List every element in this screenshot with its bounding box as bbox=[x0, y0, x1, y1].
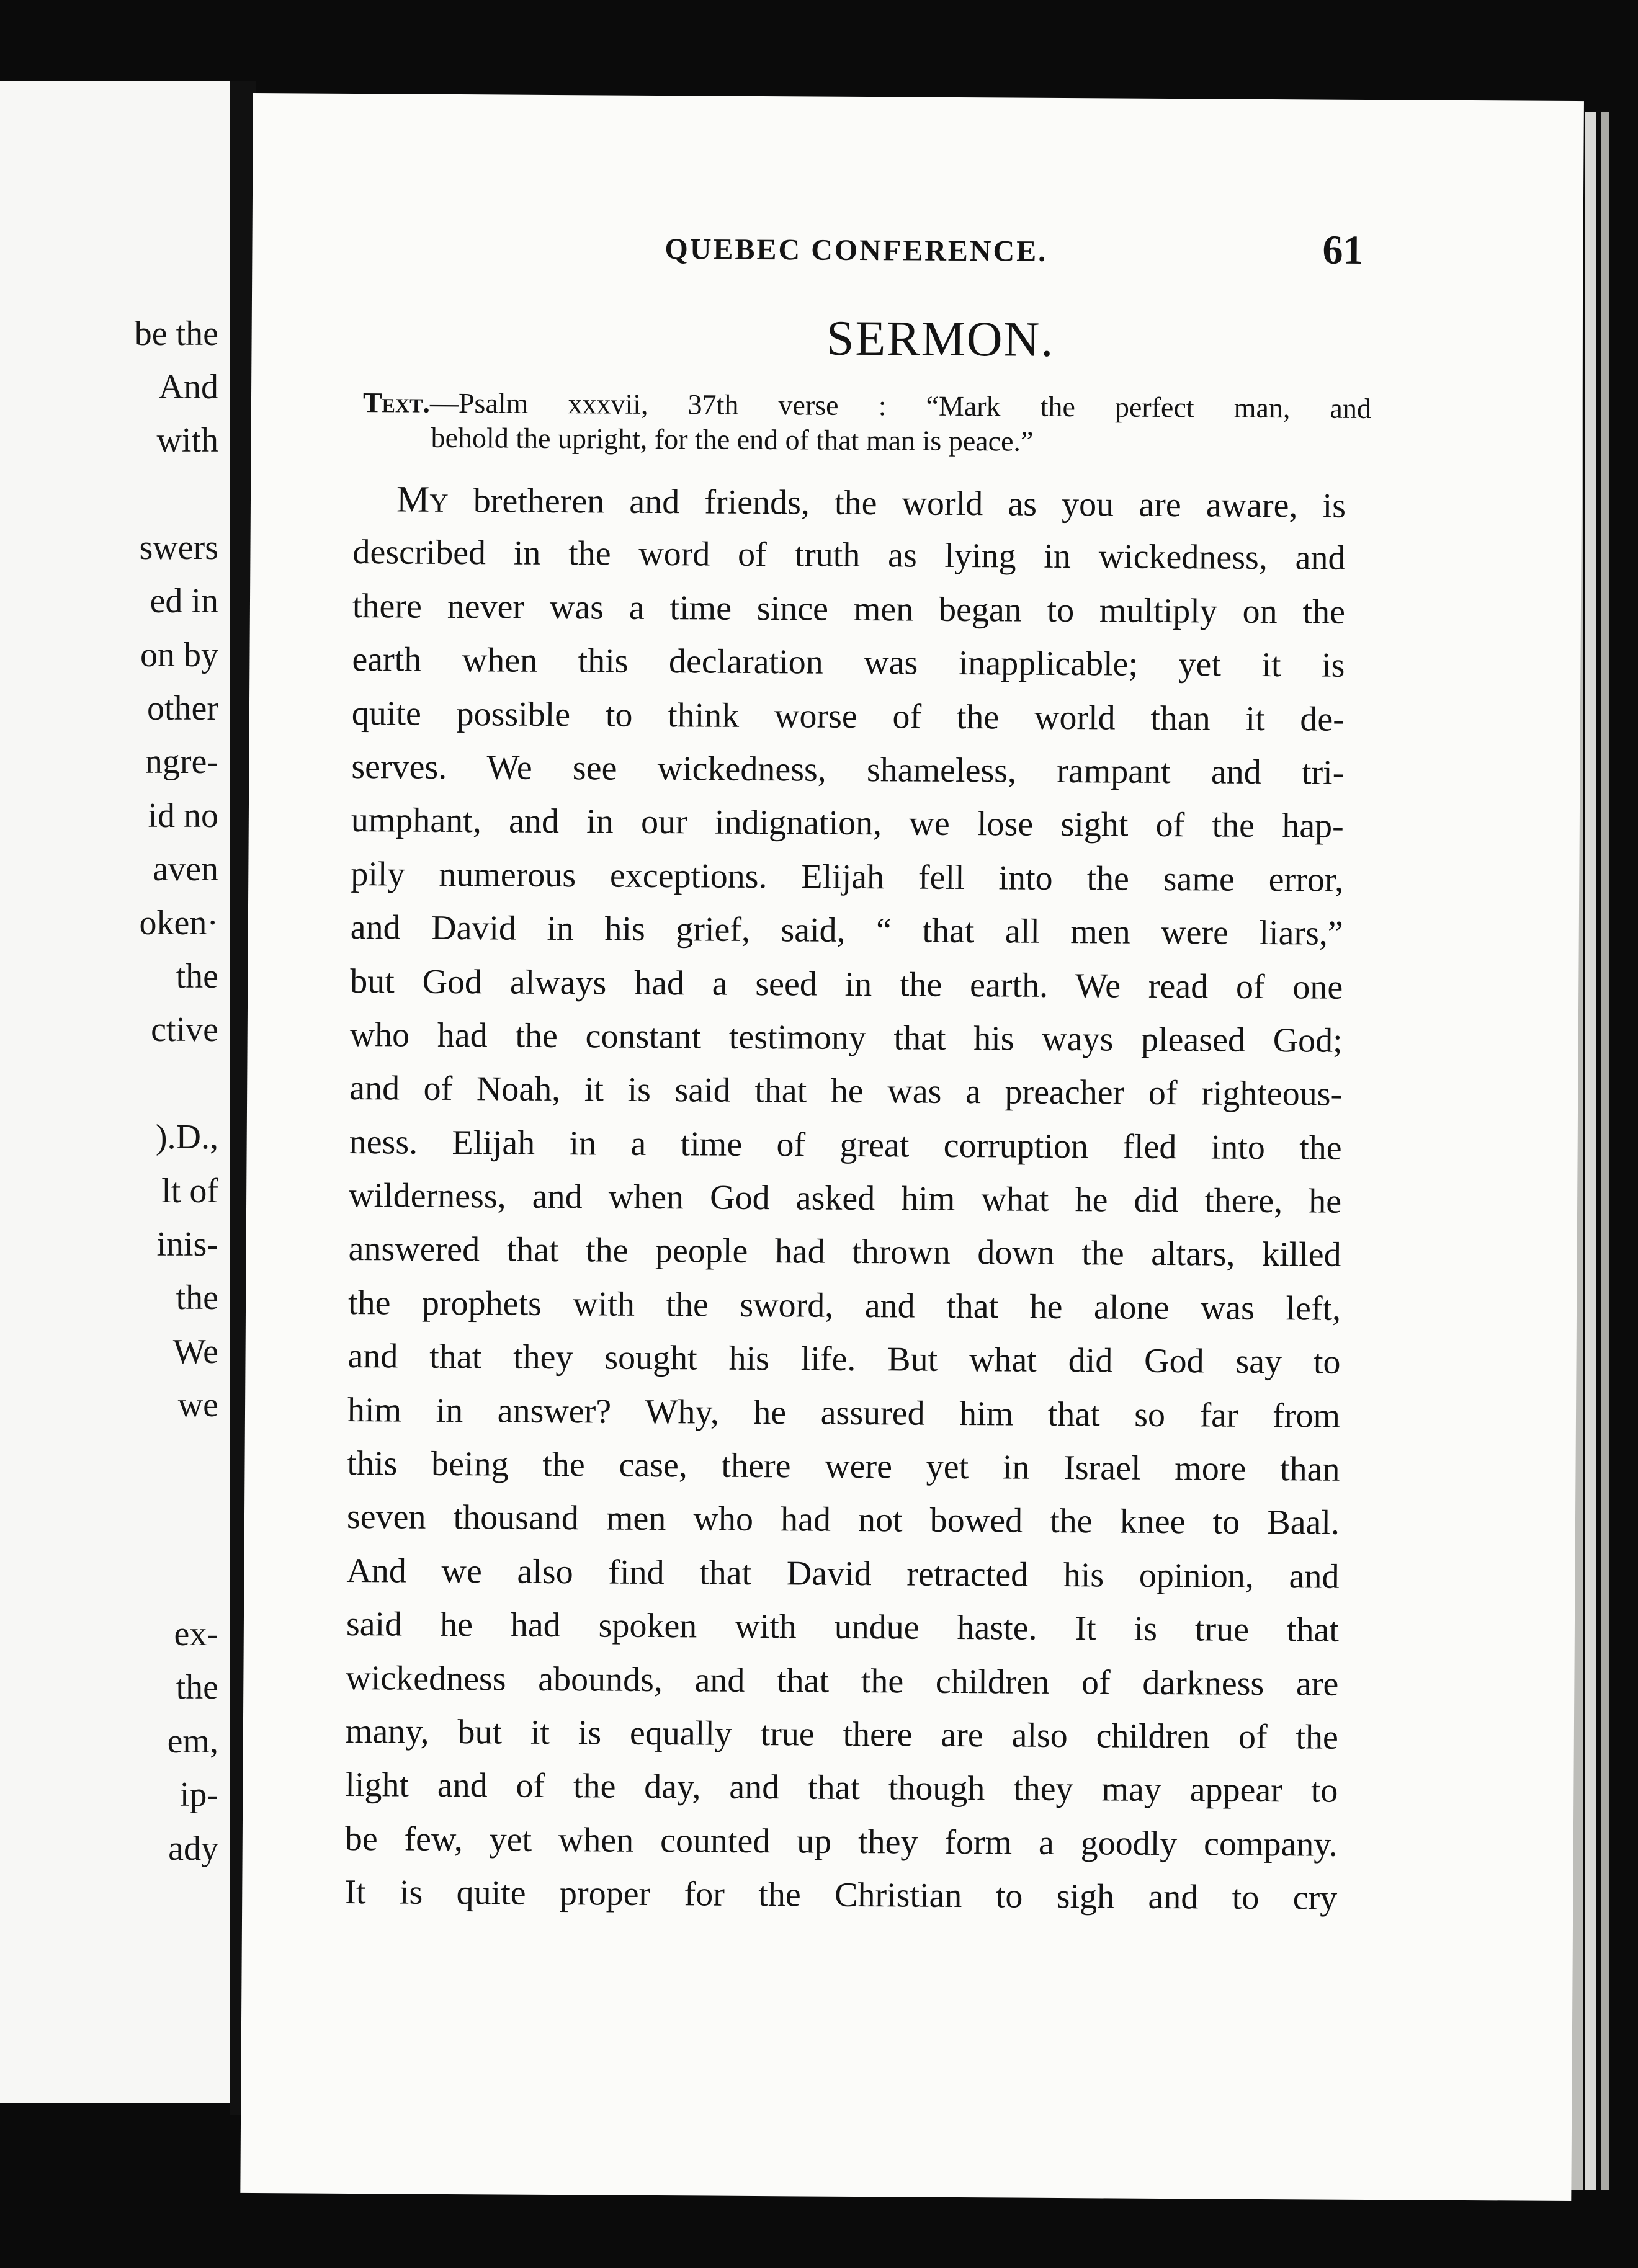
body-line: there never was a time since men began to multiply on the bbox=[352, 586, 1346, 632]
body-line: many, but it is equally true there are also children of the bbox=[345, 1712, 1339, 1757]
left-page-line: swers bbox=[139, 529, 218, 567]
page-number: 61 bbox=[1322, 227, 1364, 273]
body-line: and of Noah, it is said that he was a preacher of righteous- bbox=[349, 1069, 1343, 1114]
body-line: answered that the people had thrown down the altars, killed bbox=[348, 1230, 1341, 1275]
left-page-line: the bbox=[176, 1668, 218, 1707]
body-line: be few, yet when counted up they form a goodly company. bbox=[344, 1819, 1338, 1864]
left-page-line: ady bbox=[168, 1829, 218, 1868]
left-page-line: the bbox=[176, 957, 218, 996]
body-line: and that they sought his life. But what did God say to bbox=[347, 1337, 1341, 1382]
left-page-line: with bbox=[156, 421, 218, 460]
left-page-line: ).D., bbox=[155, 1118, 218, 1156]
running-head: QUEBEC CONFERENCE. bbox=[665, 233, 1048, 268]
body-line: light and of the day, and that though they may appear to bbox=[345, 1766, 1338, 1811]
body-line: the prophets with the sword, and that he alone was left, bbox=[347, 1283, 1341, 1328]
body-line: wilderness, and when God asked him what he did there, he bbox=[348, 1176, 1342, 1221]
scripture-reference-line: behold the upright, for the end of that man is peace.” bbox=[431, 421, 1034, 457]
body-line: this being the case, there were yet in Israel more than bbox=[347, 1444, 1340, 1489]
body-line: My bretheren and friends, the world as you are aware, is bbox=[396, 478, 1346, 525]
body-line: earth when this declaration was inapplicable; yet it is bbox=[352, 640, 1345, 685]
left-page-line: em, bbox=[167, 1722, 218, 1761]
body-line: serves. We see wickedness, shameless, rampant and tri- bbox=[351, 747, 1345, 792]
body-line: umphant, and in our indignation, we lose sight of the hap- bbox=[351, 801, 1345, 846]
left-page-line: ctive bbox=[151, 1011, 218, 1049]
body-line: who had the constant testimony that his ways pleased God; bbox=[349, 1015, 1343, 1060]
right-page bbox=[240, 93, 1584, 2201]
left-page-line: ip- bbox=[179, 1775, 218, 1814]
body-line: seven thousand men who had not bowed the knee to Baal. bbox=[346, 1498, 1340, 1543]
left-page-line: lt of bbox=[161, 1172, 218, 1210]
left-page-line: inis- bbox=[156, 1225, 218, 1264]
body-line: quite possible to think worse of the world than it de- bbox=[351, 694, 1345, 739]
left-page-line: And bbox=[158, 368, 218, 406]
body-line: It is quite proper for the Christian to sigh and to cry bbox=[344, 1873, 1338, 1918]
page-edge bbox=[1585, 112, 1596, 2190]
scripture-reference-line: Text.—Psalm xxxvii, 37th verse : “Mark the perfect man, and bbox=[362, 386, 1372, 425]
left-page-line: we bbox=[177, 1386, 218, 1424]
body-line: and David in his grief, said, “ that all men were liars,” bbox=[350, 908, 1343, 953]
body-line: pily numerous exceptions. Elijah fell into the same error, bbox=[351, 854, 1344, 900]
left-page-line: id no bbox=[148, 797, 218, 835]
left-page-line: ex- bbox=[174, 1615, 218, 1653]
body-line: him in answer? Why, he assured him that so far from bbox=[347, 1390, 1341, 1435]
left-page-line: the bbox=[176, 1279, 218, 1317]
drop-word: My bbox=[396, 478, 449, 520]
section-heading: SERMON. bbox=[826, 311, 1055, 367]
left-page-line: other bbox=[146, 689, 218, 728]
left-page-line: We bbox=[172, 1333, 218, 1371]
left-page-line: aven bbox=[153, 850, 218, 888]
body-line: ness. Elijah in a time of great corruption fled into the bbox=[349, 1122, 1342, 1167]
scripture-reference-label: Text. bbox=[362, 386, 431, 419]
body-line: but God always had a seed in the earth. We read of one bbox=[350, 962, 1343, 1007]
body-line: wickedness abounds, and that the children of darkness are bbox=[346, 1658, 1339, 1703]
left-page-line: ed in bbox=[150, 582, 218, 620]
left-page-line: on by bbox=[140, 636, 218, 674]
left-page bbox=[0, 81, 230, 2103]
left-page-line: be the bbox=[134, 315, 218, 353]
scripture-reference bbox=[362, 385, 1371, 461]
left-page-line: ngre- bbox=[145, 743, 218, 781]
sermon-body bbox=[344, 472, 1346, 1925]
body-line: said he had spoken with undue haste. It is true that bbox=[346, 1605, 1340, 1650]
left-page-line: oken· bbox=[139, 904, 218, 942]
body-line: And we also find that David retracted his opinion, and bbox=[346, 1551, 1340, 1596]
page-edge bbox=[1601, 112, 1609, 2190]
body-line: described in the word of truth as lying in wickedness, and bbox=[352, 533, 1346, 578]
